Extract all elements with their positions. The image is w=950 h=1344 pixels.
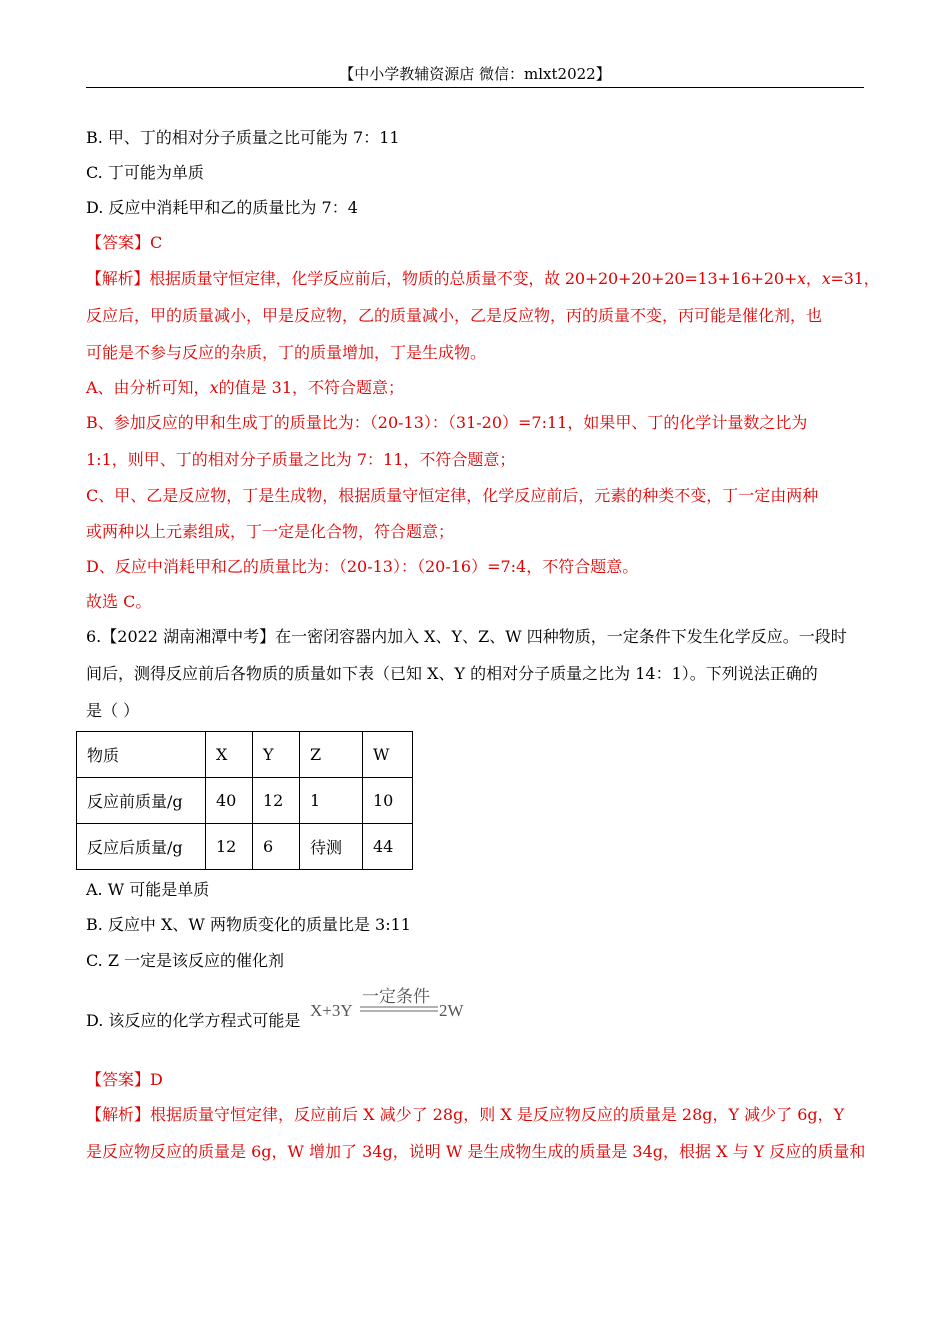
q6-stem-line3: 是（ ） — [86, 701, 140, 720]
table-cell: 12 — [206, 824, 253, 870]
table-row — [77, 824, 413, 870]
equation-left: X+3Y — [310, 1001, 353, 1020]
q6-stem-line1: 6.【2022 湖南湘潭中考】在一密闭容器内加入 X、Y、Z、W 四种物质，一定条件下发生化学反应。一段时 — [86, 627, 847, 646]
prev-analysis-b1: B、参加反应的甲和生成丁的质量比为：（20-13）：（31-20）=7:11，如果甲、丁的化学计量数之比为 — [86, 413, 808, 432]
prev-analysis-line2: 反应后，甲的质量减小，甲是反应物，乙的质量减小，乙是反应物，丙的质量不变，丙可能是催化剂，也 — [86, 306, 823, 325]
table-cell: 反应前质量/g — [77, 778, 206, 824]
equation-right: 2W — [439, 1001, 464, 1020]
table-row — [77, 778, 413, 824]
table-cell: 6 — [253, 824, 300, 870]
q6-answer: 【答案】D — [86, 1070, 163, 1089]
q6-stem-line2: 间后，测得反应前后各物质的质量如下表（已知 X、Y 的相对分子质量之比为 14：1）。下列说法正确的 — [86, 664, 818, 683]
prev-option-d: D. 反应中消耗甲和乙的质量比为 7：4 — [86, 198, 358, 217]
table-header-cell: Y — [253, 732, 300, 778]
prev-conclusion: 故选 C。 — [86, 592, 152, 611]
table-cell: 44 — [363, 824, 413, 870]
table-cell: 反应后质量/g — [77, 824, 206, 870]
table-cell: 待测 — [300, 824, 363, 870]
prev-analysis-d: D、反应中消耗甲和乙的质量比为：（20-13）：（20-16）=7:4，不符合题意。 — [86, 557, 639, 576]
prev-analysis-a: A、由分析可知，x的值是 31，不符合题意； — [86, 378, 405, 397]
prev-option-c: C. 丁可能为单质 — [86, 163, 204, 182]
table-header-cell: 物质 — [77, 732, 206, 778]
q6-analysis-line1: 【解析】根据质量守恒定律，反应前后 X 减少了 28g，则 X 是反应物反应的质量是 28g，Y 减少了 6g，Y — [86, 1105, 845, 1124]
q6-option-c: C. Z 一定是该反应的催化剂 — [86, 951, 285, 970]
table-header-cell: W — [363, 732, 413, 778]
prev-analysis-line3: 可能是不参与反应的杂质，丁的质量增加，丁是生成物。 — [86, 343, 487, 362]
prev-analysis-c1: C、甲、乙是反应物，丁是生成物，根据质量守恒定律，化学反应前后，元素的种类不变，丁一定由两种 — [86, 486, 819, 505]
table-header-cell: X — [206, 732, 253, 778]
reaction-equation — [308, 985, 470, 1025]
table-header-cell: Z — [300, 732, 363, 778]
prev-analysis-c2: 或两种以上元素组成，丁一定是化合物，符合题意； — [86, 522, 455, 541]
q6-option-a: A. W 可能是单质 — [86, 880, 210, 899]
table-cell: 10 — [363, 778, 413, 824]
prev-option-b: B. 甲、丁的相对分子质量之比可能为 7：11 — [86, 128, 400, 147]
q6-option-d: D. 该反应的化学方程式可能是 — [86, 1011, 301, 1030]
prev-answer: 【答案】C — [86, 233, 163, 252]
table-header-row — [77, 732, 413, 778]
q6-analysis-line2: 是反应物反应的质量是 6g，W 增加了 34g，说明 W 是生成物生成的质量是 34g，根据 X 与 Y 反应的质量和 — [86, 1142, 866, 1161]
table-cell: 40 — [206, 778, 253, 824]
equation-condition: 一定条件 — [362, 987, 430, 1007]
header-rule — [86, 87, 864, 88]
prev-analysis-b2: 1:1，则甲、丁的相对分子质量之比为 7：11，不符合题意； — [86, 450, 516, 469]
table-cell: 12 — [253, 778, 300, 824]
q6-option-b: B. 反应中 X、W 两物质变化的质量比是 3:11 — [86, 915, 411, 934]
prev-analysis-line1: 【解析】根据质量守恒定律，化学反应前后，物质的总质量不变，故 20+20+20+20=13+16+20+x，x=31， — [86, 269, 880, 288]
table-cell: 1 — [300, 778, 363, 824]
page-header: 【中小学教辅资源店 微信：mlxt2022】 — [339, 65, 611, 83]
mass-table — [76, 731, 413, 870]
